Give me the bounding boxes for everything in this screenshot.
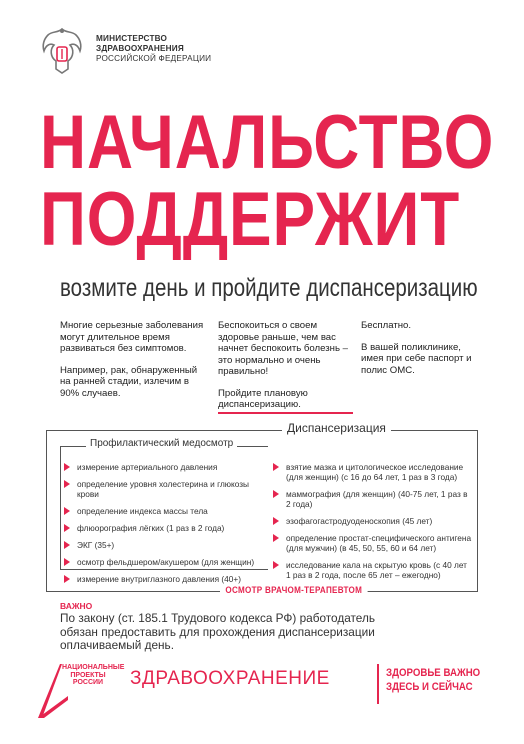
ministry-line2: ЗДРАВООХРАНЕНИЯ bbox=[96, 44, 184, 53]
list-item-text: маммография (для женщин) (40-75 лет, 1 раз в 2 года) bbox=[286, 489, 468, 509]
list-item bbox=[273, 560, 473, 580]
list-item-text: флюорография лёгких (1 раз в 2 года) bbox=[77, 523, 225, 533]
info-column-3 bbox=[361, 320, 481, 386]
list-item bbox=[64, 557, 264, 567]
np-line2: ПРОЕКТЫ bbox=[70, 671, 106, 679]
np-line1: НАЦИОНАЛЬНЫЕ bbox=[62, 664, 125, 671]
list-item bbox=[64, 574, 264, 584]
ministry-line3: РОССИЙСКОЙ ФЕДЕРАЦИИ bbox=[96, 54, 212, 63]
slogan-line1: ЗДОРОВЬЕ ВАЖНО bbox=[386, 667, 481, 679]
col1-paragraph-1: Многие серьезные заболевания могут длительное время развиваться без симптомов. bbox=[60, 320, 204, 354]
bullet-triangle-icon bbox=[273, 517, 279, 525]
bullet-triangle-icon bbox=[64, 524, 70, 532]
np-line3: РОССИИ bbox=[72, 679, 104, 686]
headline-subtitle: возмите день и пройдите диспансеризацию bbox=[60, 274, 478, 302]
bullet-triangle-icon bbox=[64, 558, 70, 566]
bullet-triangle-icon bbox=[64, 463, 70, 471]
healthcare-project-title: ЗДРАВООХРАНЕНИЕ bbox=[130, 668, 330, 689]
list-item bbox=[64, 523, 264, 533]
ministry-line1: МИНИСТЕРСТВО bbox=[96, 34, 168, 43]
dispensary-title: Диспансеризация bbox=[282, 421, 391, 435]
list-item bbox=[273, 516, 473, 526]
bullet-triangle-icon bbox=[64, 541, 70, 549]
bullet-triangle-icon bbox=[273, 463, 279, 471]
national-projects-text bbox=[62, 664, 125, 687]
footer-slogan bbox=[386, 666, 480, 694]
list-item-text: исследование кала на скрытую кровь (с 40 лет 1 раз в 2 года, после 65 лет – ежегодно) bbox=[286, 560, 467, 580]
list-item-text: измерение внутриглазного давления (40+) bbox=[77, 574, 242, 584]
list-item bbox=[64, 462, 264, 472]
col3-paragraph-1: Бесплатно. bbox=[361, 320, 412, 331]
important-title: ВАЖНО bbox=[60, 601, 93, 611]
info-column-1 bbox=[60, 320, 210, 409]
bullet-triangle-icon bbox=[273, 490, 279, 498]
list-item bbox=[273, 462, 473, 482]
list-item-text: взятие мазка и цитологическое исследование (для женщин) (с 16 до 64 лет, 1 раз в 3 года) bbox=[286, 462, 464, 482]
ministry-name bbox=[96, 34, 211, 64]
col2-paragraph-1: Беспокоиться о своем здоровье раньше, чем вас начнет беспокоить болезнь – это нормально и очень правильно! bbox=[218, 320, 348, 377]
therapist-exam-label: ОСМОТР ВРАЧОМ-ТЕРАПЕВТОМ bbox=[220, 585, 368, 595]
list-item-text: определение уровня холестерина и глюкозы крови bbox=[77, 479, 250, 499]
list-item-text: эзофагогастродуоденоскопия (45 лет) bbox=[286, 516, 433, 526]
col2-call-to-action: Пройдите плановую диспансеризацию. bbox=[218, 388, 353, 414]
bullet-triangle-icon bbox=[64, 507, 70, 515]
bullet-triangle-icon bbox=[273, 534, 279, 542]
list-item-text: осмотр фельдшером/акушером (для женщин) bbox=[77, 557, 255, 567]
list-item bbox=[64, 479, 264, 499]
slogan-line2: ЗДЕСЬ И СЕЙЧАС bbox=[386, 681, 473, 693]
list-item bbox=[273, 489, 473, 509]
list-item-text: измерение артериального давления bbox=[77, 462, 218, 472]
footer-divider bbox=[377, 664, 379, 704]
col1-paragraph-2: Например, рак, обнаруженный на ранней стадии, излечим в 90% случаев. bbox=[60, 364, 198, 399]
list-item-text: ЭКГ (35+) bbox=[77, 540, 115, 550]
bullet-triangle-icon bbox=[64, 480, 70, 488]
important-text: По закону (ст. 185.1 Трудового кодекса РФ) работодатель обязан предоставить для прохождения диспансеризации оплачиваемый день. bbox=[60, 611, 375, 652]
headline-line1: НАЧАЛЬСТВО bbox=[40, 100, 495, 185]
list-item-text: определение простат-специфического антигена (для мужчин) (в 45, 50, 55, 60 и 64 лет) bbox=[286, 533, 472, 553]
ministry-emblem-icon bbox=[38, 25, 86, 77]
list-item bbox=[273, 533, 473, 553]
list-item-text: определение индекса массы тела bbox=[77, 506, 208, 516]
headline-line2: ПОДДЕРЖИТ bbox=[40, 177, 461, 262]
col3-paragraph-2: В вашей поликлинике, имея при себе паспорт и полис ОМС. bbox=[361, 341, 472, 376]
prophylactic-title: Профилактический медосмотр bbox=[86, 438, 237, 449]
list-item bbox=[64, 506, 264, 516]
bullet-triangle-icon bbox=[64, 575, 70, 583]
info-column-2 bbox=[218, 320, 353, 424]
list-item bbox=[64, 540, 264, 550]
dispensary-extra-list bbox=[273, 462, 473, 587]
prophylactic-list bbox=[64, 462, 264, 591]
bullet-triangle-icon bbox=[273, 561, 279, 569]
